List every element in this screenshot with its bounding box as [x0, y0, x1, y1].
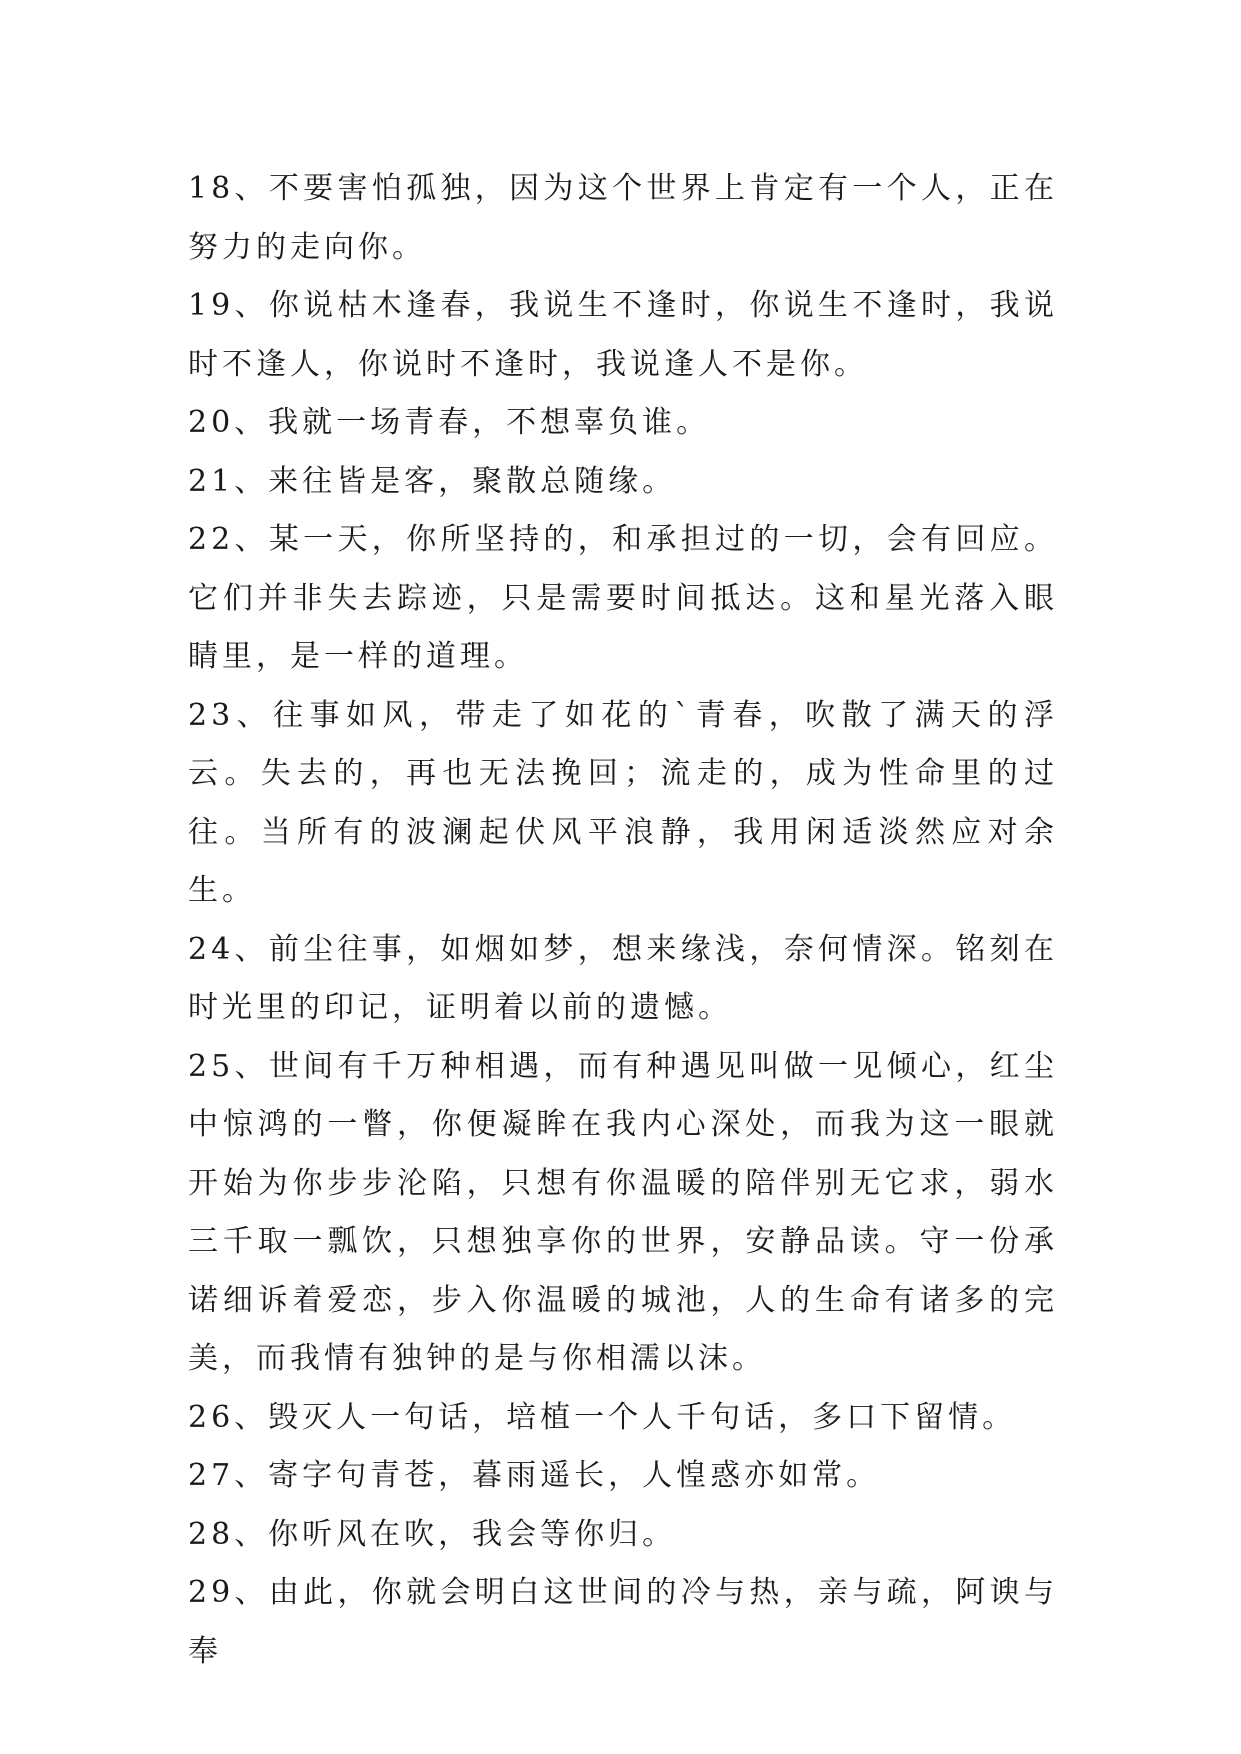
- paragraph-24: 24、前尘往事，如烟如梦，想来缘浅，奈何情深。铭刻在时光里的印记，证明着以前的遗憾。: [188, 931, 1058, 1025]
- paragraph-22: 22、某一天，你所坚持的，和承担过的一切，会有回应。它们并非失去踪迹，只是需要时间抵达。这和星光落入眼睛里，是一样的道理。: [188, 522, 1058, 674]
- paragraph-27: 27、寄字句青苍，暮雨遥长，人惶惑亦如常。: [188, 1458, 881, 1493]
- paragraph-23: 23、往事如风，带走了如花的`青春，吹散了满天的浮云。失去的，再也无法挽回；流走的，成为性命里的过往。当所有的波澜起伏风平浪静，我用闲适淡然应对余生。: [188, 697, 1058, 908]
- paragraph-20: 20、我就一场青春，不想辜负谁。: [188, 405, 711, 440]
- paragraph-18: 18、不要害怕孤独，因为这个世界上肯定有一个人，正在努力的走向你。: [188, 171, 1058, 265]
- paragraph-26: 26、毁灭人一句话，培植一个人千句话，多口下留情。: [188, 1399, 1017, 1435]
- document-body: [188, 160, 1058, 1681]
- paragraph-19: 19、你说枯木逢春，我说生不逢时，你说生不逢时，我说时不逢人，你说时不逢时，我说逢人不是你。: [188, 288, 1058, 382]
- paragraph-29: 29、由此，你就会明白这世间的冷与热，亲与疏，阿谀与奉: [188, 1575, 1058, 1669]
- paragraph-21: 21、来往皆是客，聚散总随缘。: [188, 463, 677, 499]
- paragraph-28: 28、你听风在吹，我会等你归。: [188, 1516, 677, 1552]
- paragraph-25: 25、世间有千万种相遇，而有种遇见叫做一见倾心，红尘中惊鸿的一瞥，你便凝眸在我内心深处，而我为这一眼就开始为你步步沦陷，只想有你温暖的陪伴别无它求，弱水三千取一瓢饮，只想独享你的世界，安静品读。守一份承诺细诉着爱恋，步入你温暖的城池，人的生命有诸多的完美，而我情有独钟的是与你相濡以沫。: [188, 1048, 1058, 1376]
